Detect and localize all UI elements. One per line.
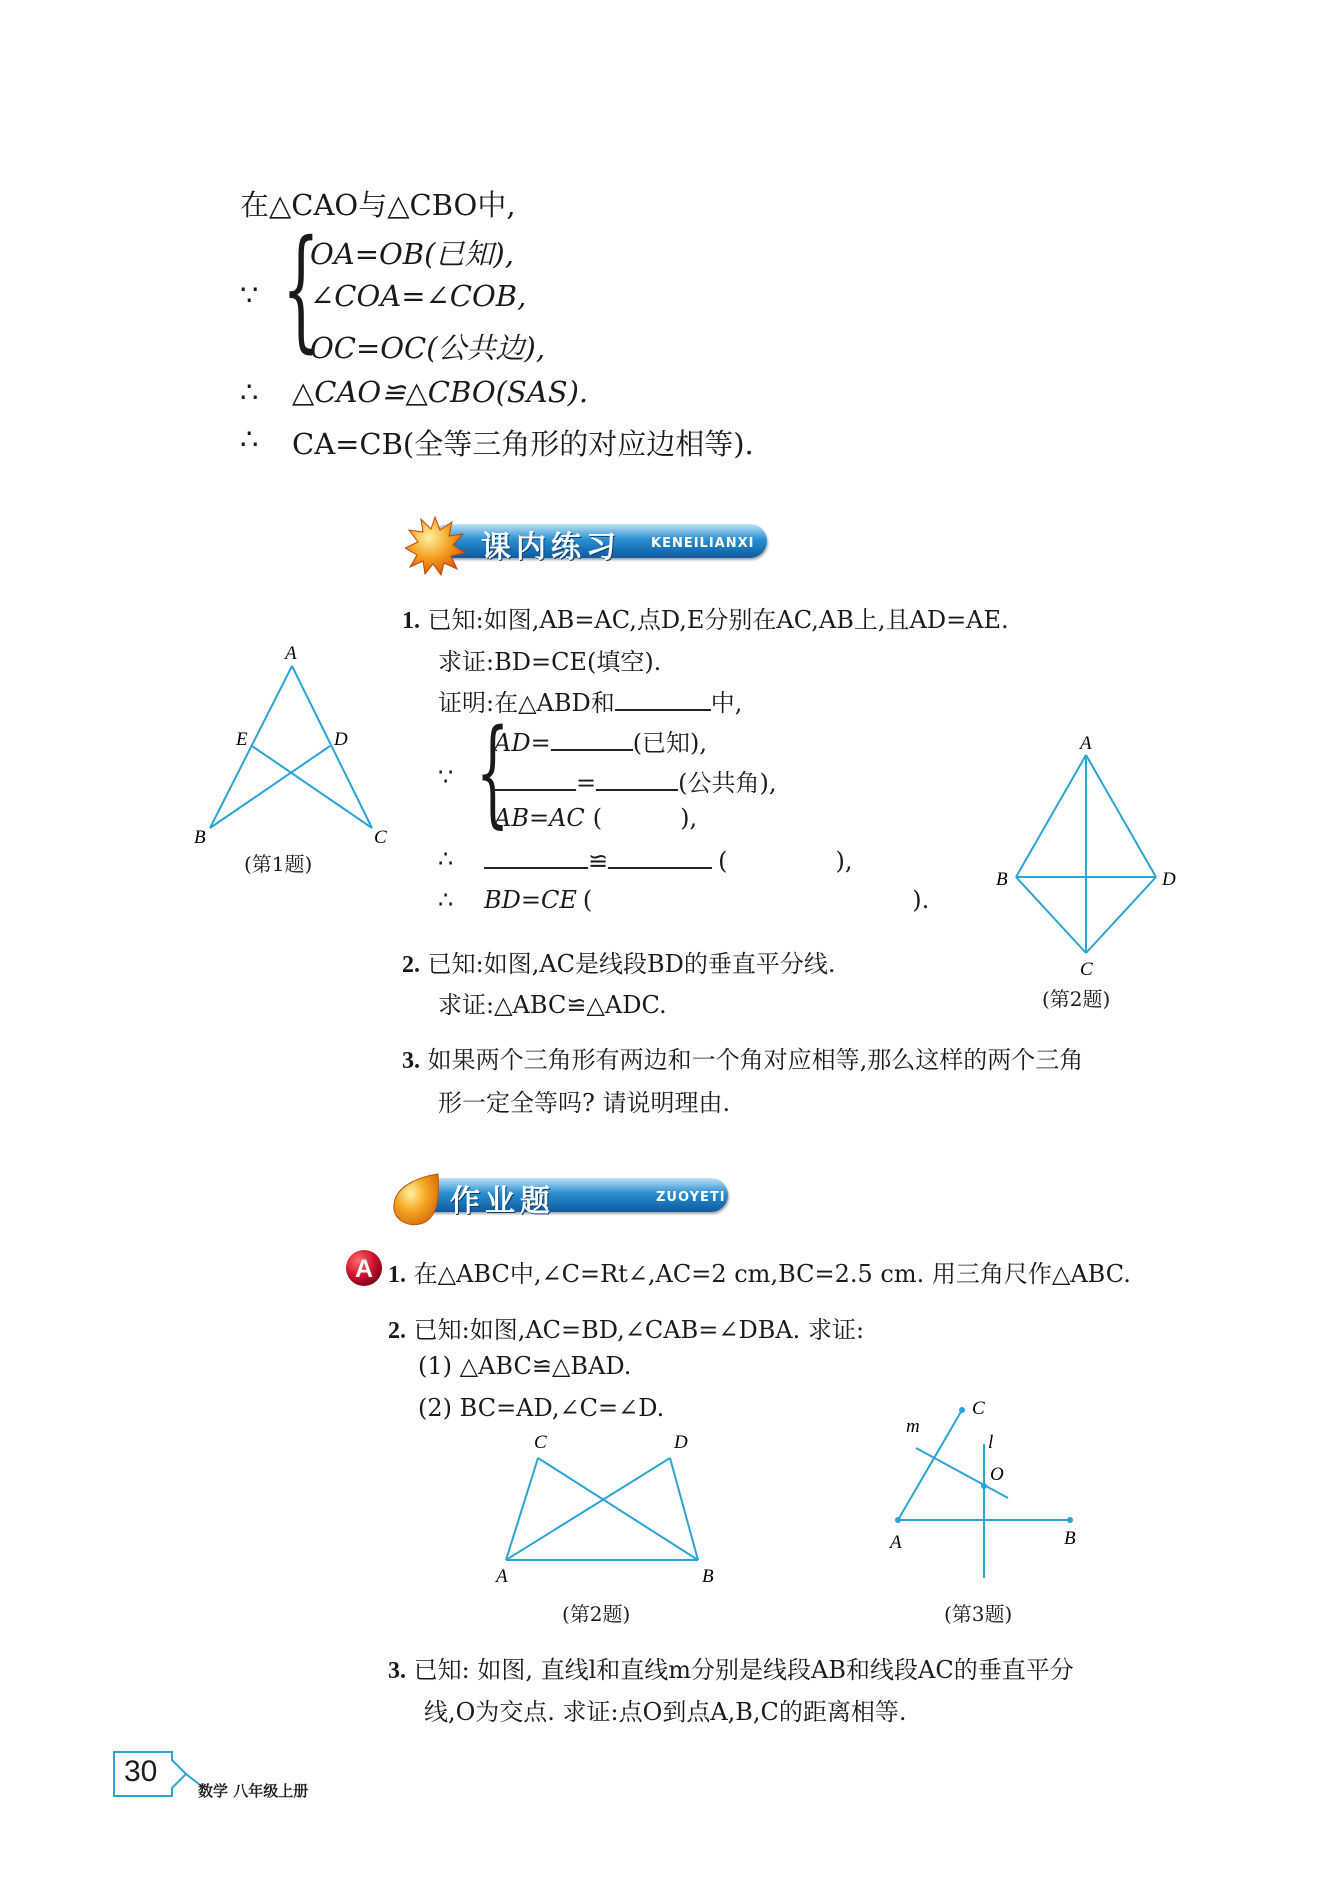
practice-q1-line5 xyxy=(484,886,929,914)
label-c: C xyxy=(1080,959,1093,980)
homework-figure-2 xyxy=(490,1430,730,1590)
label-e: E xyxy=(236,729,248,750)
homework-figure-3 xyxy=(884,1396,1084,1596)
practice-q1-number: 1. xyxy=(402,608,420,634)
practice-fig2-caption: (第2题) xyxy=(1042,987,1111,1011)
label-b: B xyxy=(702,1566,714,1587)
label-a: A xyxy=(285,643,297,664)
line3-a: AB=AC xyxy=(494,804,585,832)
practice-q2-number: 2. xyxy=(402,952,420,978)
practice-q1-therefore-2: ∴ xyxy=(438,886,454,914)
line3-b: ( xyxy=(592,804,603,832)
practice-q2-text: 已知:如图,AC是线段BD的垂直平分线. xyxy=(427,950,836,978)
proof-brace: { xyxy=(282,212,320,366)
line4-cong: ≌ xyxy=(588,847,609,875)
homework-q2-sub2: (2) BC=AD,∠C=∠D. xyxy=(418,1394,665,1422)
label-a: A xyxy=(1080,733,1092,754)
point-a xyxy=(895,1517,901,1523)
homework-q1-number: 1. xyxy=(388,1262,406,1288)
label-a: A xyxy=(496,1566,508,1587)
segment-ad xyxy=(1086,755,1156,877)
practice-q3-line2: 形一定全等吗? 请说明理由. xyxy=(438,1089,731,1117)
practice-title: 课内练习 xyxy=(481,530,621,565)
fill-blank[interactable] xyxy=(592,886,912,908)
practice-q2-prove: 求证:△ABC≌△ADC. xyxy=(438,991,667,1019)
proof-end-text: 中, xyxy=(710,689,743,717)
segment-dc xyxy=(1086,877,1156,953)
point-c xyxy=(959,1407,965,1413)
label-c: C xyxy=(534,1432,547,1453)
line5-a: BD=CE xyxy=(484,886,577,914)
practice-brace: { xyxy=(476,705,510,840)
therefore-symbol-2: ∴ xyxy=(240,422,259,456)
fill-blank[interactable] xyxy=(602,804,680,826)
proof-conclusion-1: △CAO≌△CBO(SAS). xyxy=(292,375,589,409)
line1-b: (已知), xyxy=(632,729,708,757)
line3-c: ), xyxy=(680,804,698,832)
practice-q1-line2 xyxy=(494,763,776,798)
point-b xyxy=(1067,1517,1073,1523)
badge-letter: A xyxy=(355,1255,374,1283)
segment-ab xyxy=(1016,755,1086,877)
book-title: 数学 八年级上册 xyxy=(198,1782,309,1800)
fill-blank[interactable] xyxy=(608,845,712,869)
label-b: B xyxy=(1064,1528,1076,1549)
label-l: l xyxy=(988,1432,994,1453)
homework-q2 xyxy=(388,1310,864,1345)
line4-b: ( xyxy=(718,847,728,875)
homework-q2-sub1: (1) △ABC≌△BAD. xyxy=(418,1352,632,1380)
label-o: O xyxy=(990,1464,1004,1485)
segment-ac xyxy=(292,666,372,828)
because-symbol: ∵ xyxy=(240,278,259,312)
fill-blank[interactable] xyxy=(615,687,711,711)
homework-q3 xyxy=(388,1650,1074,1685)
homework-q2-text: 已知:如图,AC=BD,∠CAB=∠DBA. 求证: xyxy=(413,1316,865,1344)
practice-q2 xyxy=(402,944,836,979)
segment-ab xyxy=(210,666,292,828)
line1-a: AD= xyxy=(494,729,551,757)
practice-q3 xyxy=(402,1040,1083,1075)
practice-q3-number: 3. xyxy=(402,1048,420,1074)
therefore-symbol-1: ∴ xyxy=(240,375,259,409)
practice-q1-line4 xyxy=(484,845,852,875)
homework-q3-number: 3. xyxy=(388,1658,406,1684)
homework-subtitle: ZUOYETI xyxy=(656,1190,726,1205)
homework-q1 xyxy=(388,1254,1131,1289)
line2-b: (公共角), xyxy=(678,769,777,797)
fill-blank[interactable] xyxy=(484,845,588,869)
label-m: m xyxy=(906,1416,920,1437)
line4-c: ), xyxy=(835,847,853,875)
segment-ac xyxy=(506,1458,538,1560)
level-a-badge xyxy=(344,1248,384,1288)
line2-eq: = xyxy=(576,769,597,797)
label-c: C xyxy=(374,827,387,848)
practice-q1-line3 xyxy=(494,804,697,832)
practice-q1-prove: 求证:BD=CE(填空). xyxy=(438,648,662,676)
fill-blank[interactable] xyxy=(727,847,835,869)
practice-subtitle: KENEILIANXI xyxy=(651,536,755,551)
practice-q1-line1 xyxy=(494,723,707,758)
point-o xyxy=(981,1483,987,1489)
homework-q2-number: 2. xyxy=(388,1318,406,1344)
fill-blank[interactable] xyxy=(596,767,678,791)
homework-fig2-caption: (第2题) xyxy=(562,1602,631,1626)
practice-banner xyxy=(405,516,770,564)
droplet-icon xyxy=(388,1170,444,1228)
label-c: C xyxy=(972,1398,985,1419)
practice-figure-1 xyxy=(190,640,410,870)
homework-q1-text: 在△ABC中,∠C=Rt∠,AC=2 cm,BC=2.5 cm. 用三角尺作△ABC. xyxy=(413,1260,1131,1288)
segment-bc xyxy=(1016,877,1086,953)
homework-banner xyxy=(388,1170,748,1218)
label-d: D xyxy=(1162,869,1176,890)
label-b: B xyxy=(194,827,206,848)
label-d: D xyxy=(674,1432,688,1453)
practice-q1-text: 已知:如图,AB=AC,点D,E分别在AC,AB上,且AD=AE. xyxy=(427,606,1009,634)
practice-q1-therefore-1: ∴ xyxy=(438,845,454,873)
line5-c: ). xyxy=(912,886,930,914)
homework-fig3-caption: (第3题) xyxy=(944,1602,1013,1626)
sun-icon xyxy=(405,516,467,576)
proof-conclusion-2: CA=CB(全等三角形的对应边相等). xyxy=(292,427,754,461)
proof-start-text: 证明:在△ABD和 xyxy=(438,689,615,717)
practice-q3-line1: 如果两个三角形有两边和一个角对应相等,那么这样的两个三角 xyxy=(427,1046,1084,1074)
label-d: D xyxy=(334,729,348,750)
line5-b: ( xyxy=(582,886,593,914)
proof-condition-3: OC=OC(公共边), xyxy=(310,331,546,365)
practice-q1 xyxy=(402,600,1009,635)
proof-condition-1: OA=OB(已知), xyxy=(310,237,514,271)
homework-title: 作业题 xyxy=(450,1184,555,1219)
segment-da xyxy=(506,1458,670,1560)
label-a: A xyxy=(890,1532,902,1553)
fill-blank[interactable] xyxy=(494,767,576,791)
practice-fig1-caption: (第1题) xyxy=(244,852,313,876)
practice-q1-because: ∵ xyxy=(438,763,454,791)
homework-q3-line2: 线,O为交点. 求证:点O到点A,B,C的距离相等. xyxy=(424,1698,907,1726)
practice-figure-2 xyxy=(996,725,1186,980)
proof-intro: 在△CAO与△CBO中, xyxy=(240,188,516,222)
page-number: 30 xyxy=(124,1755,158,1788)
proof-condition-2: ∠COA=∠COB, xyxy=(310,279,527,313)
homework-q3-line1: 已知: 如图, 直线l和直线m分别是线段AB和线段AC的垂直平分 xyxy=(413,1656,1074,1684)
label-b: B xyxy=(996,869,1008,890)
fill-blank[interactable] xyxy=(551,727,633,751)
